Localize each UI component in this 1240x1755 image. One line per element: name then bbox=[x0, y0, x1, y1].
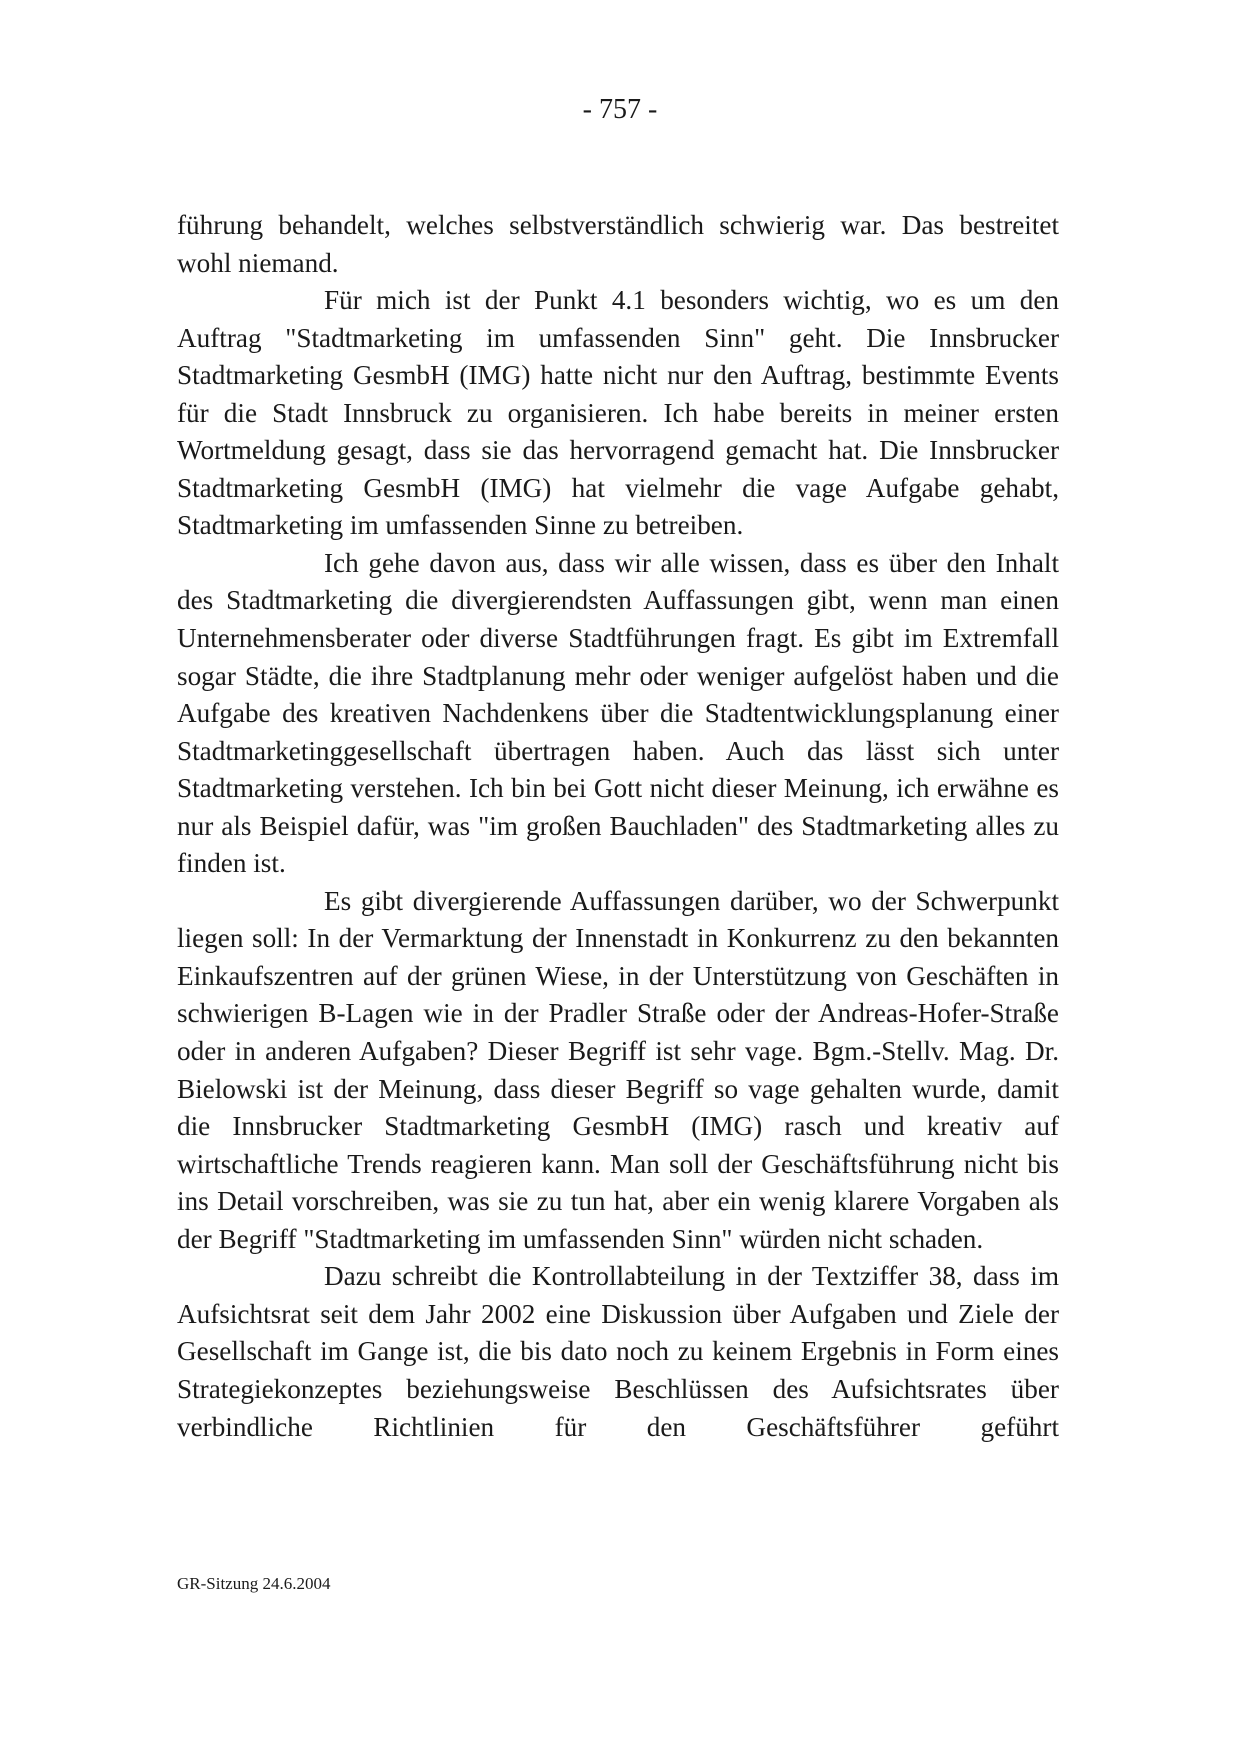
paragraph-5: Dazu schreibt die Kontrollabteilung in der Textziffer 38, dass im Aufsichtsrat seit dem Jahr 2002 eine Diskussion über Aufgaben und Ziele der Gesellschaft im Gange ist, die bis dato noch zu keinem Ergebnis in Form eines Strategiekonzeptes beziehungsweise Beschlüssen des Aufsichtsrates über verbindliche Richtlinien für den Geschäftsführer geführt bbox=[177, 1261, 1059, 1442]
footer-session-date: GR-Sitzung 24.6.2004 bbox=[177, 1574, 331, 1593]
body-text bbox=[177, 207, 1059, 1446]
paragraph-2: Für mich ist der Punkt 4.1 besonders wichtig, wo es um den Auftrag "Stadtmarketing im umfassenden Sinn" geht. Die Innsbrucker Stadtmarketing GesmbH (IMG) hatte nicht nur den Auftrag, bestimmte Events für die Stadt Innsbruck zu organisieren. Ich habe bereits in meiner ersten Wortmeldung gesagt, dass sie das hervorragend gemacht hat. Die Innsbrucker Stadtmarketing GesmbH (IMG) hat vielmehr die vage Aufgabe gehabt, Stadtmarketing im umfassenden Sinne zu betreiben. bbox=[177, 285, 1059, 541]
paragraph-1: führung behandelt, welches selbstverständlich schwierig war. Das bestreitet wohl niemand. bbox=[177, 210, 1059, 278]
page-number: - 757 - bbox=[582, 94, 658, 125]
paragraph-4: Es gibt divergierende Auffassungen darüber, wo der Schwerpunkt liegen soll: In der Vermarktung der Innenstadt in Konkurrenz zu den bekannten Einkaufszentren auf der grünen Wiese, in der Unterstützung von Geschäften in schwierigen B-Lagen wie in der Pradler Straße oder der Andreas-Hofer-Straße oder in anderen Aufgaben? Dieser Begriff ist sehr vage. Bgm.-Stellv. Mag. Dr. Bielowski ist der Meinung, dass dieser Begriff so vage gehalten wurde, damit die Innsbrucker Stadtmarketing GesmbH (IMG) rasch und kreativ auf wirtschaftliche Trends reagieren kann. Man soll der Geschäftsführung nicht bis ins Detail vorschreiben, was sie zu tun hat, aber ein wenig klarere Vorgaben als der Begriff "Stadtmarketing im umfassenden Sinn" würden nicht schaden. bbox=[177, 885, 1059, 1254]
paragraph-3: Ich gehe davon aus, dass wir alle wissen, dass es über den Inhalt des Stadtmarketing die divergierendsten Auffassungen gibt, wenn man einen Unternehmensberater oder diverse Stadtführungen fragt. Es gibt im Extremfall sogar Städte, die ihre Stadtplanung mehr oder weniger aufgelöst haben und die Aufgabe des kreativen Nachdenkens über die Stadtentwicklungsplanung einer Stadtmarketinggesellschaft übertragen haben. Auch das lässt sich unter Stadtmarketing verstehen. Ich bin bei Gott nicht dieser Meinung, ich erwähne es nur als Beispiel dafür, was "im großen Bauchladen" des Stadtmarketing alles zu finden ist. bbox=[177, 547, 1059, 879]
